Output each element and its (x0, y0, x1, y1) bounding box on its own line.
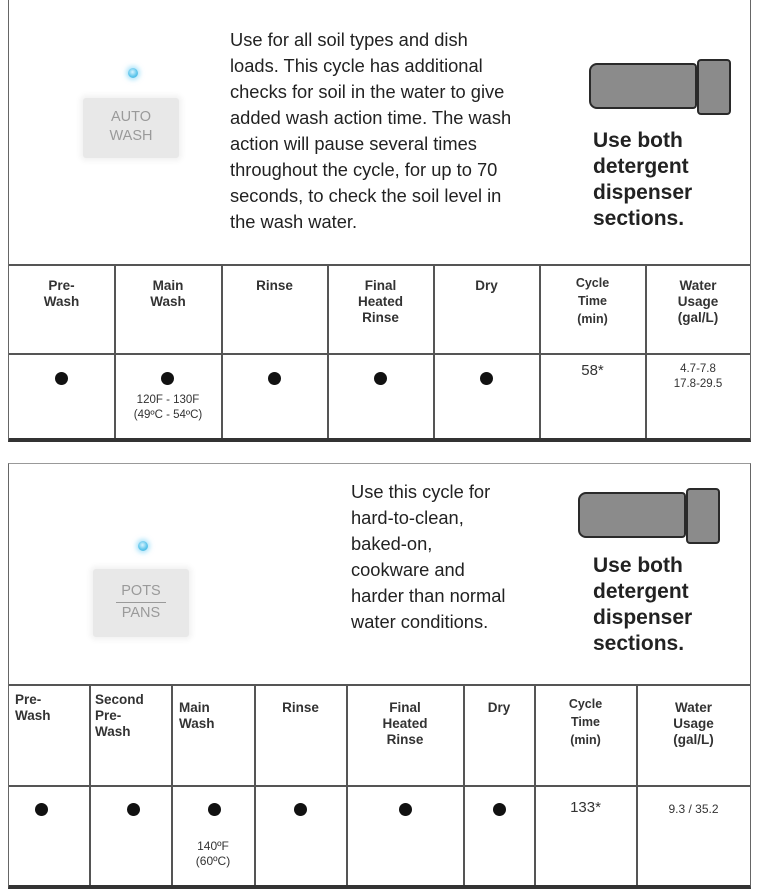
main-wash-temperature: 120F - 130F (49ºC - 54ºC) (133, 394, 203, 421)
table-row-divider (9, 785, 750, 787)
header-cycle-time: Cycle Time (min) (575, 276, 610, 326)
header-rinse: Rinse (256, 278, 293, 293)
detergent-line: sections. (593, 632, 685, 655)
header-water-usage: Water Usage (gal/L) (677, 278, 719, 325)
rinse-dot-icon (294, 803, 307, 816)
second-pre-wash-dot-icon (127, 803, 140, 816)
auto-wash-section (8, 0, 751, 442)
auto-wash-button[interactable] (83, 98, 179, 158)
button-separator (116, 602, 166, 603)
dry-dot-icon (493, 803, 506, 816)
header-cycle-time: Cycle Time (min) (568, 697, 603, 747)
auto-wash-description (230, 27, 590, 235)
description-line: added wash action time. The wash (230, 107, 512, 128)
description-line: harder than normal (351, 585, 506, 606)
detergent-line: Use both (593, 129, 683, 152)
description-line: seconds, to check the soil level in (230, 185, 502, 206)
cycle-time-value: 133* (570, 799, 601, 816)
description-line: cookware and (351, 559, 465, 580)
pre-wash-dot-icon (55, 372, 68, 385)
header-pre-wash: Pre- Wash (43, 278, 80, 309)
water-usage-value: 9.3 / 35.2 (668, 802, 719, 816)
table-top-border (9, 264, 750, 266)
header-main-wash: Main Wash (150, 278, 186, 309)
detergent-instruction (593, 553, 692, 657)
description-line: loads. This cycle has additional (230, 55, 483, 76)
header-second-pre-wash: Second Pre- Wash (95, 692, 144, 739)
pots-pans-button-label-line-2: PANS (121, 605, 161, 621)
pots-pans-button[interactable] (93, 569, 189, 637)
description-line: Use for all soil types and dish (230, 29, 468, 50)
header-dry: Dry (487, 700, 511, 715)
description-line: baked-on, (351, 533, 433, 554)
header-water-usage: Water Usage (gal/L) (673, 700, 714, 747)
auto-wash-button-label-line-1: AUTO (110, 109, 152, 125)
auto-wash-indicator-light-icon (128, 68, 138, 78)
main-wash-dot-icon (208, 803, 221, 816)
description-line: action will pause several times (230, 133, 477, 154)
detergent-line: Use both (593, 554, 683, 577)
water-usage-value: 4.7-7.8 17.8-29.5 (673, 363, 723, 390)
description-line: checks for soil in the water to give (230, 81, 505, 102)
detergent-line: dispenser (593, 606, 693, 629)
table-row-divider (9, 353, 750, 355)
final-heated-rinse-dot-icon (399, 803, 412, 816)
header-pre-wash: Pre- Wash (15, 692, 51, 723)
pots-pans-section (8, 463, 751, 889)
header-rinse: Rinse (282, 700, 319, 715)
header-dry: Dry (475, 278, 498, 293)
detergent-instruction (593, 128, 692, 232)
description-line: water conditions. (351, 611, 489, 632)
cycle-time-value: 58* (581, 362, 604, 379)
pots-pans-button-label-line-1: POTS (121, 583, 161, 599)
description-line: hard-to-clean, (351, 507, 464, 528)
pots-pans-description (351, 479, 581, 635)
detergent-line: sections. (593, 207, 685, 230)
final-heated-rinse-dot-icon (374, 372, 387, 385)
detergent-dispenser-icon (589, 59, 717, 109)
detergent-line: dispenser (593, 181, 693, 204)
description-line: the wash water. (230, 211, 358, 232)
detergent-line: detergent (593, 155, 689, 178)
header-main-wash: Main Wash (179, 700, 215, 731)
description-line: throughout the cycle, for up to 70 (230, 159, 498, 180)
detergent-dispenser-icon (578, 488, 706, 538)
main-wash-dot-icon (161, 372, 174, 385)
main-wash-temperature: 140ºF (60ºC) (195, 839, 231, 868)
rinse-dot-icon (268, 372, 281, 385)
description-line: Use this cycle for (351, 481, 491, 502)
header-final-heated-rinse: Final Heated Rinse (357, 278, 403, 325)
auto-wash-button-label-line-2: WASH (109, 128, 153, 144)
pots-pans-indicator-light-icon (138, 541, 148, 551)
detergent-line: detergent (593, 580, 689, 603)
table-top-border (9, 684, 750, 686)
pre-wash-dot-icon (35, 803, 48, 816)
dry-dot-icon (480, 372, 493, 385)
header-final-heated-rinse: Final Heated Rinse (382, 700, 428, 747)
